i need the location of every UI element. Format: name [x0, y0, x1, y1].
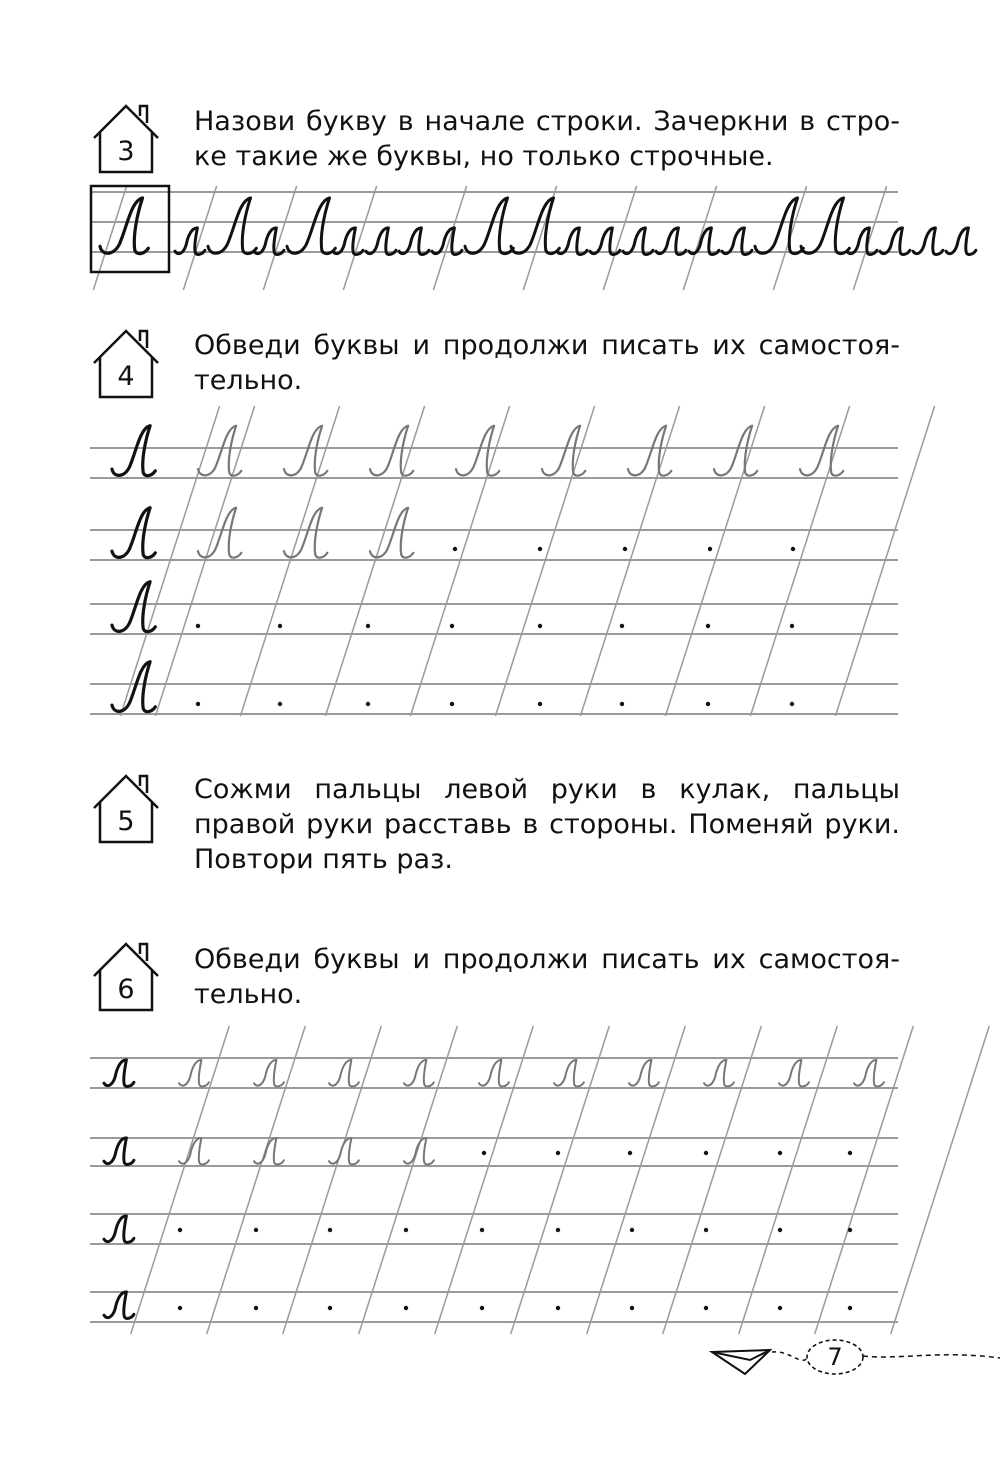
slant-line — [891, 1026, 990, 1334]
start-dot — [623, 547, 627, 551]
start-dot — [704, 1228, 708, 1232]
start-dot — [196, 624, 200, 628]
instruction-text: Обведи буквы и продолжи писать их самостоя- тельно. — [194, 944, 900, 1010]
start-dot — [628, 1151, 632, 1155]
cursive-letter — [404, 1060, 434, 1087]
instruction-text: Сожми пальцы левой руки в кулак, пальцы правой руки расставь в стороны. Поменяй руки. Повтори пять раз. — [194, 774, 900, 875]
cursive-letter — [801, 198, 849, 254]
cursive-letter — [456, 426, 499, 476]
cursive-letter — [208, 198, 256, 254]
start-dot — [328, 1306, 332, 1310]
slant-line — [511, 1026, 610, 1334]
start-dot — [404, 1228, 408, 1232]
cursive-letter — [112, 508, 155, 558]
start-dot — [254, 1306, 258, 1310]
start-dot — [706, 702, 710, 706]
start-dot — [328, 1228, 332, 1232]
start-dot — [848, 1228, 852, 1232]
cursive-letter — [913, 228, 943, 255]
start-dot — [778, 1151, 782, 1155]
cursive-letter — [284, 508, 327, 558]
slant-line — [663, 1026, 762, 1334]
start-dot — [790, 702, 794, 706]
cursive-letter — [656, 228, 686, 255]
start-dot — [480, 1306, 484, 1310]
start-dot — [178, 1228, 182, 1232]
slant-line — [283, 1026, 382, 1334]
start-dot — [538, 702, 542, 706]
exercise-number: 6 — [117, 974, 135, 1005]
start-dot — [404, 1306, 408, 1310]
cursive-letter — [104, 1060, 134, 1087]
start-dot — [450, 702, 454, 706]
cursive-letter — [554, 1060, 584, 1087]
page-number-area — [700, 1330, 1000, 1390]
cursive-letter — [254, 1138, 284, 1165]
slant-line — [853, 186, 886, 290]
instruction-text: Назови букву в начале строки. Зачеркни в стро- ке такие же буквы, но только строчные. — [194, 106, 900, 172]
cursive-letter — [779, 1060, 809, 1087]
cursive-letter — [112, 662, 155, 712]
start-dot — [620, 702, 624, 706]
cursive-letter — [404, 1138, 434, 1165]
exercise-number: 5 — [117, 806, 135, 837]
cursive-letter — [175, 228, 205, 255]
start-dot — [178, 1306, 182, 1310]
cursive-letter — [399, 228, 429, 255]
cursive-letter — [465, 198, 513, 254]
cursive-letter — [689, 228, 719, 255]
cursive-letter — [511, 198, 559, 254]
slant-line — [587, 1026, 686, 1334]
start-dot — [278, 624, 282, 628]
start-dot — [366, 702, 370, 706]
slant-line — [739, 1026, 838, 1334]
start-dot — [620, 624, 624, 628]
start-dot — [254, 1228, 258, 1232]
start-dot — [704, 1306, 708, 1310]
cursive-letter — [704, 1060, 734, 1087]
start-dot — [450, 624, 454, 628]
cursive-letter — [104, 1216, 134, 1243]
start-dot — [366, 624, 370, 628]
start-dot — [556, 1306, 560, 1310]
start-dot — [706, 624, 710, 628]
start-dot — [556, 1151, 560, 1155]
slant-line — [603, 186, 636, 290]
cursive-letter — [880, 228, 910, 255]
cursive-letter — [629, 1060, 659, 1087]
cursive-letter — [104, 1292, 134, 1319]
cursive-letter — [432, 228, 462, 255]
slant-line — [131, 1026, 230, 1334]
start-dot — [480, 1228, 484, 1232]
cursive-letter — [623, 228, 653, 255]
cursive-letter — [370, 426, 413, 476]
start-dot — [453, 547, 457, 551]
slant-line — [433, 186, 466, 290]
cursive-letter — [287, 198, 335, 254]
start-dot — [278, 702, 282, 706]
cursive-letter — [112, 426, 155, 476]
instruction-text: Обведи буквы и продолжи писать их самостоя- тельно. — [194, 330, 900, 396]
cursive-letter — [329, 1060, 359, 1087]
start-dot — [538, 547, 542, 551]
start-dot — [791, 547, 795, 551]
start-dot — [556, 1228, 560, 1232]
cursive-letter — [854, 1060, 884, 1087]
cursive-letter — [557, 228, 587, 255]
cursive-letter — [284, 426, 327, 476]
start-dot — [196, 702, 200, 706]
start-dot — [538, 624, 542, 628]
cursive-letter — [946, 228, 976, 255]
start-dot — [848, 1306, 852, 1310]
slant-line — [343, 186, 376, 290]
slant-line — [207, 1026, 306, 1334]
cursive-letter — [112, 582, 155, 632]
cursive-letter — [179, 1138, 209, 1165]
cursive-letter — [104, 1138, 134, 1165]
cursive-letter — [722, 228, 752, 255]
start-dot — [630, 1228, 634, 1232]
start-dot — [704, 1151, 708, 1155]
slant-line — [359, 1026, 458, 1334]
exercise-number: 4 — [117, 361, 135, 392]
start-dot — [630, 1306, 634, 1310]
cursive-letter — [179, 1060, 209, 1087]
start-dot — [708, 547, 712, 551]
start-dot — [482, 1151, 486, 1155]
exercise-number: 3 — [117, 136, 135, 167]
cursive-letter — [254, 1060, 284, 1087]
start-dot — [790, 624, 794, 628]
slant-line — [815, 1026, 914, 1334]
start-dot — [778, 1228, 782, 1232]
cursive-letter — [755, 198, 803, 254]
slant-line — [683, 186, 716, 290]
cursive-letter — [370, 508, 413, 558]
start-dot — [778, 1306, 782, 1310]
cursive-letter — [329, 1138, 359, 1165]
cursive-letter — [479, 1060, 509, 1087]
cursive-letter — [800, 426, 843, 476]
cursive-letter — [366, 228, 396, 255]
page-number: 7 — [827, 1343, 843, 1371]
slant-line — [435, 1026, 534, 1334]
cursive-letter — [542, 426, 585, 476]
start-dot — [848, 1151, 852, 1155]
